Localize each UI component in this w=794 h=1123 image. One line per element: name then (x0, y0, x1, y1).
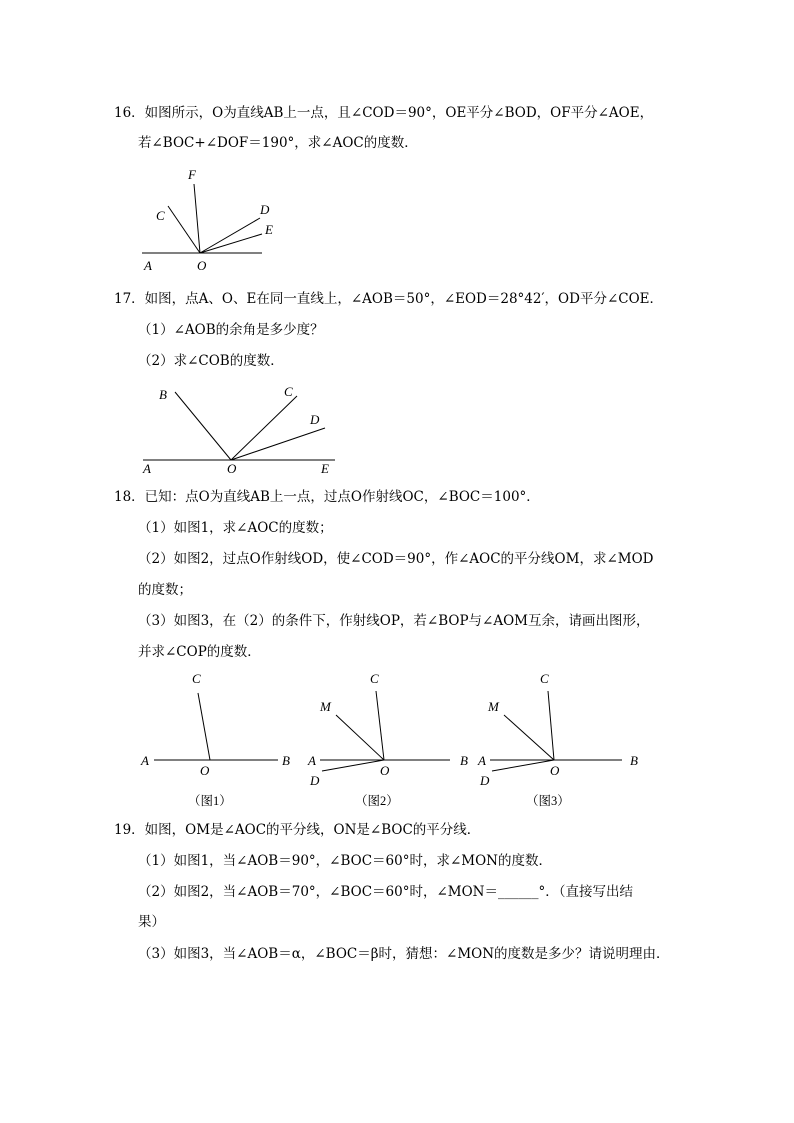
q18-fig3-label-b: B (630, 753, 638, 768)
q18-fig2-ray-oc (376, 691, 384, 760)
q18-fig2-label-a: A (308, 753, 316, 768)
q17-line1: 17．如图，点A、O、E在同一直线上，∠AOB＝50°，∠EOD＝28°42′，OD平分∠COE． (114, 291, 664, 307)
q18-sub2a: （2）如图2，过点O作射线OD，使∠COD＝90°，作∠AOC的平分线OM，求∠MOD (138, 551, 654, 567)
q18-sub3a: （3）如图3，在（2）的条件下，作射线OP，若∠BOP与∠AOM互余，请画出图形， (138, 613, 650, 629)
q16-ray-oc (168, 206, 200, 253)
q17-label-d: D (310, 412, 320, 427)
q18-fig2-label-d: D (310, 773, 320, 788)
q18-fig2-ray-od (322, 760, 384, 771)
q18-fig3-label-c: C (540, 671, 549, 686)
q17-label-b: B (159, 387, 167, 402)
q19-sub1: （1）如图1，当∠AOB＝90°，∠BOC＝60°时，求∠MON的度数． (138, 853, 552, 869)
q18-fig2-label-m: M (320, 699, 331, 714)
q18-fig3-caption: （图3） (526, 794, 570, 808)
q17-label-a: A (143, 461, 151, 476)
q18-fig3-label-m: M (488, 699, 499, 714)
q16-label-e: E (265, 222, 273, 237)
q16-ray-od (200, 218, 260, 253)
q18-fig3-label-a: A (478, 753, 486, 768)
q18-sub3b: 并求∠COP的度数． (138, 644, 261, 660)
q17-label-e: E (321, 461, 329, 476)
q18-fig2-label-o: O (380, 763, 390, 778)
q18-fig3-label-o: O (550, 763, 560, 778)
q16-ray-oe (200, 234, 262, 253)
q17-ray-ob (175, 392, 231, 460)
q18-fig1-label-c: C (192, 671, 201, 686)
q18-fig1-label-o: O (200, 763, 210, 778)
q16-figure (130, 162, 280, 280)
q17-sub2: （2）求∠COB的度数． (138, 353, 284, 369)
q16-label-a: A (144, 258, 152, 273)
q16-label-d: D (260, 202, 270, 217)
q18-fig2-caption: （图2） (355, 794, 399, 808)
q19-sub2a: （2）如图2，当∠AOB＝70°，∠BOC＝60°时，∠MON＝______°．（直接写出结 (138, 884, 633, 900)
q18-figures (130, 665, 660, 815)
q16-ray-of (194, 184, 200, 253)
q18-fig3-label-d: D (480, 773, 490, 788)
q18-fig3-ray-oc (548, 691, 554, 760)
q18-fig1-caption: （图1） (188, 794, 232, 808)
q16-line2: 若∠BOC+∠DOF＝190°，求∠AOC的度数． (138, 135, 418, 151)
q18-sub2b: 的度数； (138, 582, 192, 598)
q18-fig1-label-b: B (282, 753, 290, 768)
q17-sub1: （1）∠AOB的余角是多少度？ (138, 322, 324, 338)
q16-label-c: C (156, 208, 165, 223)
q18-fig2-label-b: B (460, 753, 468, 768)
q18-fig3-ray-om (504, 715, 554, 760)
q17-ray-od (231, 428, 325, 460)
q18-fig1-label-a: A (141, 753, 149, 768)
q19-sub2b: 果） (138, 914, 165, 930)
q18-line1: 18．已知：点O为直线AB上一点，过点O作射线OC，∠BOC＝100°． (114, 489, 540, 505)
q18-fig2-ray-om (336, 715, 384, 760)
q19-sub3: （3）如图3，当∠AOB＝α，∠BOC＝β时，猜想：∠MON的度数是多少？请说明理由． (138, 946, 670, 962)
q16-label-f: F (188, 167, 196, 182)
q17-label-o: O (227, 461, 237, 476)
q16-line1: 16．如图所示，O为直线AB上一点，且∠COD＝90°，OE平分∠BOD，OF平分∠AOE， (114, 105, 654, 121)
q16-label-o: O (197, 258, 207, 273)
q18-fig1-ray-oc (198, 693, 210, 760)
q17-figure (135, 378, 345, 478)
q18-sub1: （1）如图1，求∠AOC的度数； (138, 520, 333, 536)
q17-label-c: C (284, 384, 293, 399)
q18-fig3-ray-od (492, 760, 554, 771)
q17-ray-oc (231, 396, 297, 460)
q18-fig2-label-c: C (370, 671, 379, 686)
q19-line1: 19．如图，OM是∠AOC的平分线，ON是∠BOC的平分线． (114, 822, 481, 838)
